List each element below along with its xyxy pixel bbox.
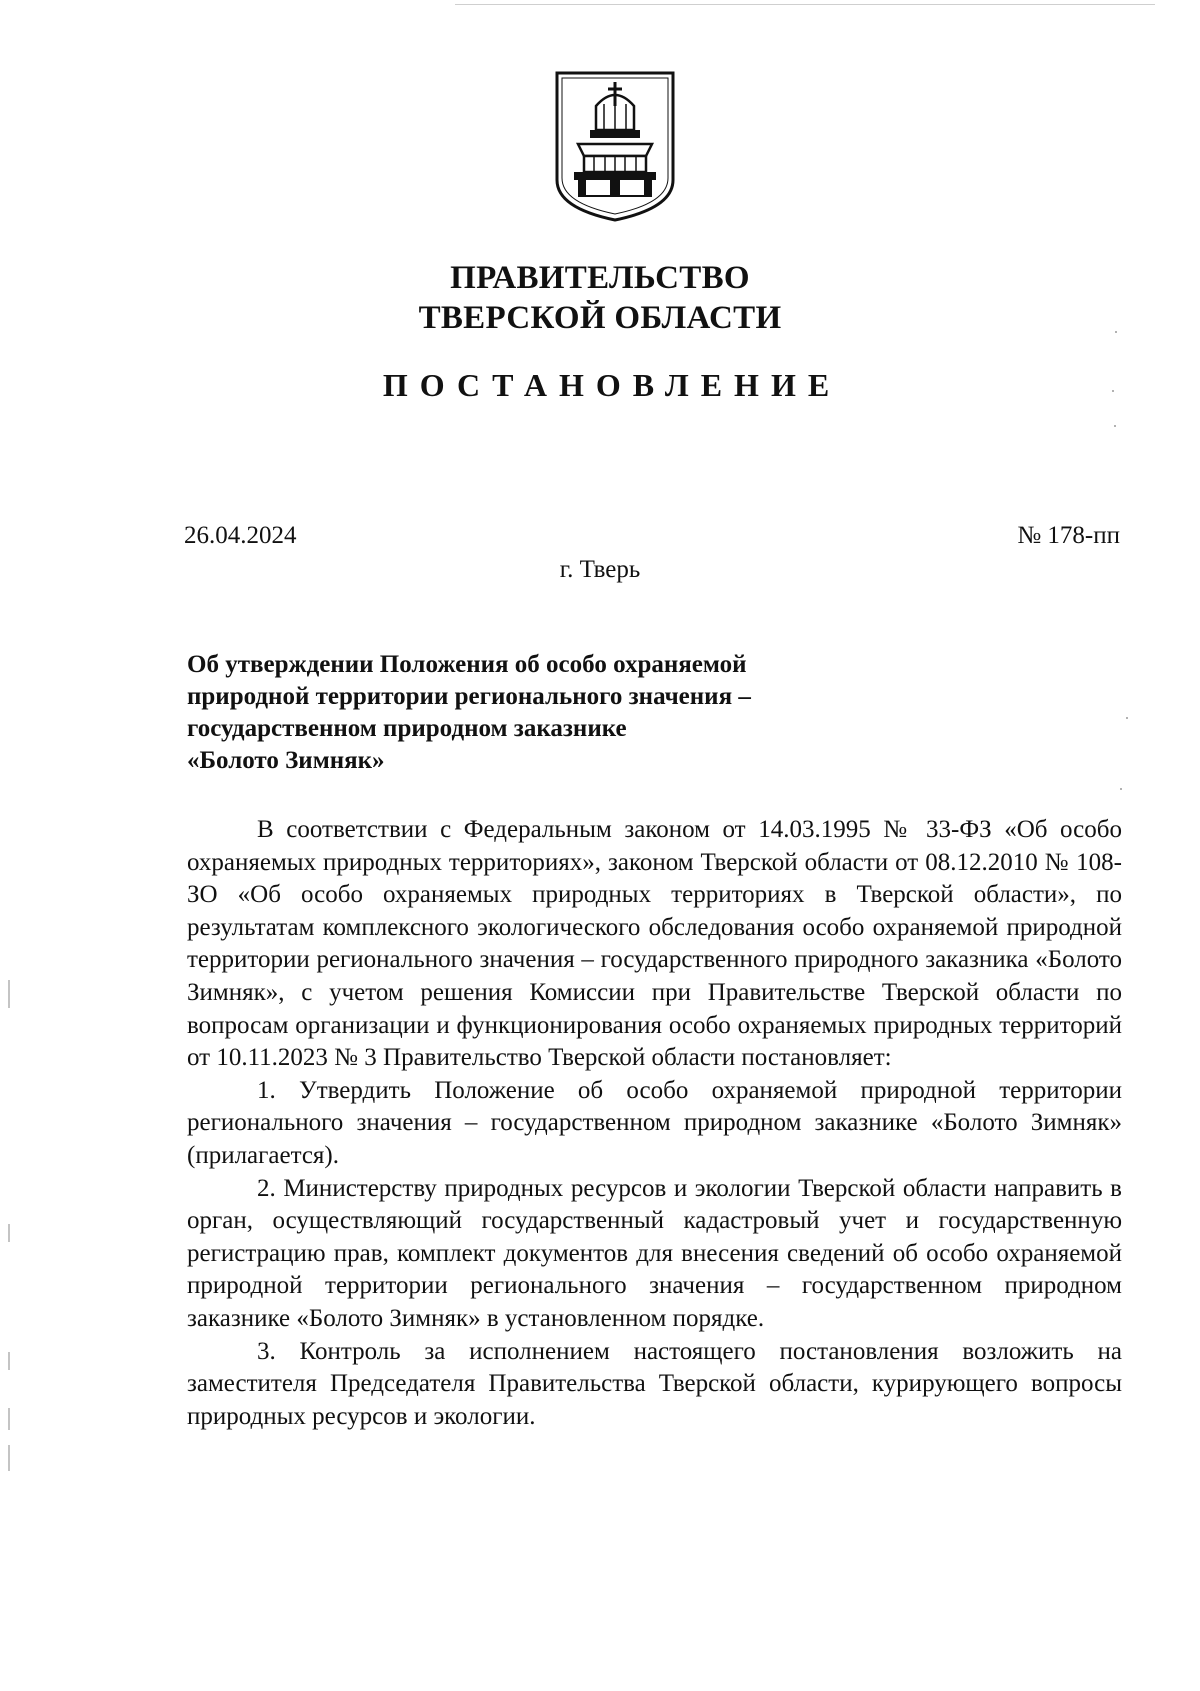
scan-edge-mark xyxy=(8,980,10,1008)
document-number: № 178-пп xyxy=(1017,522,1120,549)
scan-speck xyxy=(1114,425,1116,427)
resolution-item-3: 3. Контроль за исполнением настоящего постановления возложить на заместителя Председателя Правительства Тверской области, курирующего вопросы природных ресурсов и экологии. xyxy=(187,1337,1122,1430)
tver-coat-of-arms-icon xyxy=(554,70,676,222)
scan-speck xyxy=(1120,788,1122,790)
subject-line: природной территории регионального значения – xyxy=(187,683,751,710)
scan-speck xyxy=(1126,717,1128,719)
subject-line: «Болото Зимняк» xyxy=(187,747,385,774)
preamble-paragraph: В соответствии с Федеральным законом от 14.03.1995 № 33-ФЗ «Об особо охраняемых природных территориях», законом Тверской области от 08.12.2010 № 108-ЗО «Об особо охраняемых природных территориях в Тверской области», по результатам комплексного экологического обследования особо охраняемой природной территории регионального значения – государственного природного заказника «Болото Зимняк», с учетом решения Комиссии при Правительстве Тверской области по вопросам организации и функционирования особо охраняемых природных территорий от 10.11.2023 № 3 Правительство Тверской области постановляет: xyxy=(187,816,1122,1072)
organization-line-2: ТВЕРСКОЙ ОБЛАСТИ xyxy=(418,300,782,336)
organization-line-1: ПРАВИТЕЛЬСТВО xyxy=(450,260,750,296)
scan-edge-mark xyxy=(8,1352,10,1370)
resolution-item-2: 2. Министерству природных ресурсов и экологии Тверской области направить в орган, осуществляющий государственный кадастровый учет и государственную регистрацию прав, комплект документов для внесения сведений об особо охраняемой природной территории регионального значения – государственном природном заказнике «Болото Зимняк» в установленном порядке. xyxy=(187,1174,1122,1332)
scan-edge-mark xyxy=(8,1224,10,1242)
subject-line: государственном природном заказнике xyxy=(187,715,627,742)
document-city: г. Тверь xyxy=(559,556,641,583)
resolution-item-1: 1. Утвердить Положение об особо охраняемой природной территории регионального значения – государственном природном заказнике «Болото Зимняк» (прилагается). xyxy=(187,1076,1122,1169)
subject-line: Об утверждении Положения об особо охраняемой xyxy=(187,651,747,678)
document-type-title: ПОСТАНОВЛЕНИЕ xyxy=(382,367,842,403)
organization-name xyxy=(0,258,1200,338)
scan-edge-mark xyxy=(8,1408,10,1430)
scan-edge-line xyxy=(455,4,1155,5)
document-date: 26.04.2024 xyxy=(184,522,297,549)
document-body xyxy=(187,814,1122,1433)
scan-edge-mark xyxy=(8,1445,10,1471)
document-subject xyxy=(187,649,887,777)
